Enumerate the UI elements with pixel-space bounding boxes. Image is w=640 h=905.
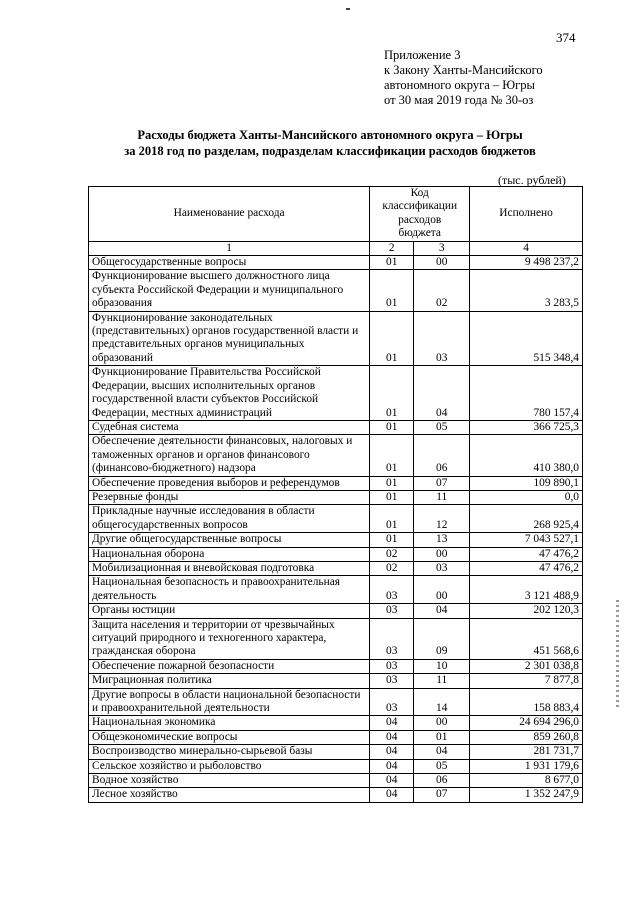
expense-name: Органы юстиции [89,604,370,618]
header-executed: Исполнено [470,187,583,242]
table-row [89,420,583,434]
title-line-2: за 2018 год по разделам, подразделам классификации расходов бюджетов [124,144,536,158]
subsection-code: 00 [414,716,470,730]
section-code: 04 [370,788,414,802]
section-code: 01 [370,420,414,434]
executed-amount: 3 121 488,9 [470,576,583,604]
expense-name: Обеспечение проведения выборов и референдумов [89,476,370,490]
expense-name: Обеспечение деятельности финансовых, налоговых и таможенных органов и органов финансового (финансово-бюджетного) надзора [89,435,370,476]
units-label: (тыс. рублей) [498,173,566,187]
header-name: Наименование расхода [89,187,370,242]
executed-amount: 281 731,7 [470,745,583,759]
appendix-line: автономного округа – Югры [384,78,535,92]
table-row [89,476,583,490]
expense-name: Сельское хозяйство и рыболовство [89,759,370,773]
executed-amount: 268 925,4 [470,505,583,533]
section-code: 02 [370,547,414,561]
section-code: 03 [370,688,414,716]
subsection-code: 11 [414,490,470,504]
page-number: 374 [556,30,576,45]
expense-name: Национальная экономика [89,716,370,730]
table-row [89,490,583,504]
table-row [89,435,583,476]
section-code: 01 [370,366,414,421]
table-row [89,730,583,744]
table-row [89,788,583,802]
section-code: 01 [370,435,414,476]
subsection-code: 04 [414,745,470,759]
section-code: 03 [370,604,414,618]
expense-name: Функционирование Правительства Российской Федерации, высших исполнительных органов государственной власти субъектов Российской Федерации, местных администраций [89,366,370,421]
expense-name: Водное хозяйство [89,774,370,788]
section-code: 03 [370,674,414,688]
document-title [60,127,600,159]
executed-amount: 451 568,6 [470,618,583,659]
executed-amount: 202 120,3 [470,604,583,618]
appendix-reference [384,48,543,108]
table-row [89,745,583,759]
subsection-code: 00 [414,547,470,561]
expense-name: Прикладные научные исследования в области общегосударственных вопросов [89,505,370,533]
table-row [89,311,583,366]
subsection-code: 02 [414,270,470,311]
expense-name: Миграционная политика [89,674,370,688]
subsection-code: 00 [414,576,470,604]
subsection-code: 09 [414,618,470,659]
expense-name: Лесное хозяйство [89,788,370,802]
executed-amount: 109 890,1 [470,476,583,490]
table-row [89,759,583,773]
section-code: 03 [370,618,414,659]
subsection-code: 05 [414,420,470,434]
appendix-line: к Закону Ханты-Мансийского [384,63,543,77]
section-code: 03 [370,659,414,673]
section-code: 02 [370,561,414,575]
table-row [89,533,583,547]
subsection-code: 10 [414,659,470,673]
executed-amount: 7 043 527,1 [470,533,583,547]
expense-name: Функционирование высшего должностного лица субъекта Российской Федерации и муниципального образования [89,270,370,311]
executed-amount: 780 157,4 [470,366,583,421]
subsection-code: 00 [414,256,470,270]
table-row [89,618,583,659]
executed-amount: 47 476,2 [470,547,583,561]
title-line-1: Расходы бюджета Ханты-Мансийского автономного округа – Югры [137,128,523,142]
subsection-code: 03 [414,311,470,366]
expense-name: Общеэкономические вопросы [89,730,370,744]
subsection-code: 05 [414,759,470,773]
section-code: 01 [370,311,414,366]
appendix-line: от 30 мая 2019 года № 30-оз [384,93,534,107]
table-row [89,659,583,673]
section-code: 01 [370,270,414,311]
executed-amount: 47 476,2 [470,561,583,575]
appendix-line: Приложение 3 [384,48,461,62]
header-code: Код классификации расходов бюджета [370,187,470,242]
executed-amount: 0,0 [470,490,583,504]
expense-name: Воспроизводство минерально-сырьевой базы [89,745,370,759]
section-code: 01 [370,533,414,547]
section-code: 04 [370,730,414,744]
executed-amount: 859 260,8 [470,730,583,744]
expense-name: Общегосударственные вопросы [89,256,370,270]
subsection-code: 04 [414,604,470,618]
table-row [89,716,583,730]
section-code: 01 [370,490,414,504]
subsection-code: 01 [414,730,470,744]
subsection-code: 14 [414,688,470,716]
column-number: 1 [89,241,370,255]
table-row [89,604,583,618]
executed-amount: 515 348,4 [470,311,583,366]
executed-amount: 24 694 296,0 [470,716,583,730]
section-code: 01 [370,256,414,270]
section-code: 03 [370,576,414,604]
table-row [89,505,583,533]
table-row [89,256,583,270]
subsection-code: 04 [414,366,470,421]
executed-amount: 410 380,0 [470,435,583,476]
table-row [89,674,583,688]
section-code: 04 [370,774,414,788]
executed-amount: 158 883,4 [470,688,583,716]
executed-amount: 7 877,8 [470,674,583,688]
scan-edge-artifact [616,600,619,710]
subsection-code: 06 [414,435,470,476]
expense-name: Национальная оборона [89,547,370,561]
subsection-code: 03 [414,561,470,575]
expense-name: Другие вопросы в области национальной безопасности и правоохранительной деятельности [89,688,370,716]
section-code: 04 [370,759,414,773]
subsection-code: 07 [414,788,470,802]
expense-name: Мобилизационная и вневойсковая подготовка [89,561,370,575]
subsection-code: 12 [414,505,470,533]
expense-name: Функционирование законодательных (представительных) органов государственной власти и представительных органов муниципальных образований [89,311,370,366]
section-code: 04 [370,716,414,730]
expense-name: Судебная система [89,420,370,434]
scan-artifact [346,8,350,10]
executed-amount: 1 352 247,9 [470,788,583,802]
table-row [89,270,583,311]
executed-amount: 3 283,5 [470,270,583,311]
table-row [89,688,583,716]
subsection-code: 06 [414,774,470,788]
column-number: 3 [414,241,470,255]
column-number: 2 [370,241,414,255]
expense-name: Национальная безопасность и правоохранительная деятельность [89,576,370,604]
table-row [89,366,583,421]
table-row [89,576,583,604]
table-row [89,774,583,788]
subsection-code: 13 [414,533,470,547]
section-code: 01 [370,505,414,533]
expense-name: Защита населения и территории от чрезвычайных ситуаций природного и техногенного характера, гражданская оборона [89,618,370,659]
expense-name: Резервные фонды [89,490,370,504]
expense-name: Обеспечение пожарной безопасности [89,659,370,673]
executed-amount: 366 725,3 [470,420,583,434]
column-number: 4 [470,241,583,255]
section-code: 01 [370,476,414,490]
section-code: 04 [370,745,414,759]
subsection-code: 07 [414,476,470,490]
executed-amount: 1 931 179,6 [470,759,583,773]
table-row [89,561,583,575]
executed-amount: 8 677,0 [470,774,583,788]
executed-amount: 9 498 237,2 [470,256,583,270]
expense-name: Другие общегосударственные вопросы [89,533,370,547]
executed-amount: 2 301 038,8 [470,659,583,673]
subsection-code: 11 [414,674,470,688]
table-row [89,547,583,561]
expenses-table [88,186,583,803]
